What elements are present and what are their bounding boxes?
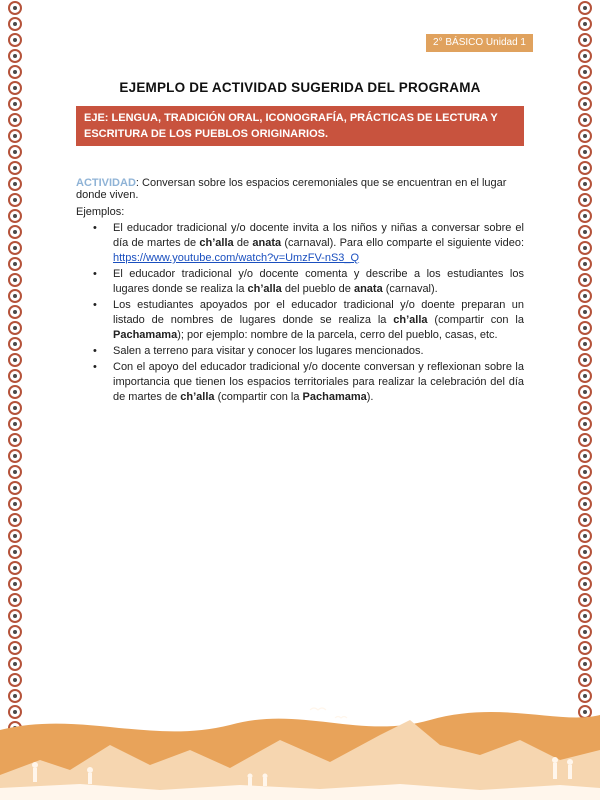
border-motif: [8, 545, 22, 559]
border-motif: [8, 289, 22, 303]
decorative-border-right: [574, 0, 596, 800]
border-motif: [578, 609, 592, 623]
border-motif: [8, 273, 22, 287]
border-motif: [578, 273, 592, 287]
border-motif: [578, 145, 592, 159]
border-motif: [8, 161, 22, 175]
bullet-icon: •: [93, 361, 97, 373]
border-motif: [578, 193, 592, 207]
activity-text: : Conversan sobre los espacios ceremoniales que se encuentran en el lugar donde viven.: [76, 177, 507, 201]
border-motif: [578, 385, 592, 399]
eje-banner: EJE: LENGUA, TRADICIÓN ORAL, ICONOGRAFÍA, PRÁCTICAS DE LECTURA Y ESCRITURA DE LOS PUEBLOS ORIGINARIOS.: [76, 106, 524, 146]
border-motif: [578, 401, 592, 415]
border-motif: [8, 225, 22, 239]
border-motif: [578, 65, 592, 79]
border-motif: [578, 241, 592, 255]
bullet-icon: •: [93, 299, 97, 311]
border-motif: [8, 81, 22, 95]
border-motif: [8, 561, 22, 575]
border-motif: [8, 401, 22, 415]
examples-heading: Ejemplos:: [76, 206, 125, 218]
border-motif: [578, 673, 592, 687]
border-motif: [8, 1, 22, 15]
activity-label: ACTIVIDAD: [76, 177, 136, 189]
border-motif: [578, 449, 592, 463]
border-motif: [8, 49, 22, 63]
border-motif: [578, 113, 592, 127]
border-motif: [578, 289, 592, 303]
border-motif: [8, 369, 22, 383]
activity-statement: [76, 177, 526, 201]
border-motif: [8, 33, 22, 47]
border-motif: [578, 81, 592, 95]
border-motif: [8, 177, 22, 191]
border-motif: [578, 465, 592, 479]
border-motif: [578, 481, 592, 495]
border-motif: [578, 1, 592, 15]
border-motif: [578, 641, 592, 655]
border-motif: [578, 177, 592, 191]
border-motif: [578, 417, 592, 431]
list-item: • El educador tradicional y/o docente invita a los niños y niñas a conversar sobre el día de martes de ch’alla de anata (carnaval). Para ello comparte el siguiente video: https://www.youtube.com/watch?v=UmzFV-nS3_Q: [93, 222, 525, 264]
border-motif: [8, 353, 22, 367]
border-motif: [8, 593, 22, 607]
list-item: • Los estudiantes apoyados por el educador tradicional y/o doente preparan un listado de nombres de lugares donde se realiza la ch’alla (compartir con la Pachamama); por ejemplo: nombre de la parcela, cerro del pueblo, casas, etc.: [93, 299, 524, 341]
list-item: • El educador tradicional y/o docente comenta y describe a los estudiantes los lugares donde se realiza la ch’alla del pueblo de anata (carnaval).: [93, 268, 524, 295]
border-motif: [8, 337, 22, 351]
border-motif: [8, 497, 22, 511]
border-motif: [578, 353, 592, 367]
bullet-icon: •: [93, 222, 97, 234]
border-motif: [8, 385, 22, 399]
border-motif: [578, 433, 592, 447]
border-motif: [8, 433, 22, 447]
border-motif: [8, 65, 22, 79]
border-motif: [8, 529, 22, 543]
border-motif: [578, 513, 592, 527]
list-item: • Con el apoyo del educador tradicional y/o docente conversan y reflexionan sobre la importancia que tienen los espacios territoriales para realizar la celebración del día de martes de ch’alla (compartir con la Pachamama).: [93, 361, 524, 403]
border-motif: [8, 481, 22, 495]
border-motif: [578, 305, 592, 319]
border-motif: [8, 257, 22, 271]
border-motif: [8, 305, 22, 319]
border-motif: [578, 209, 592, 223]
border-motif: [578, 369, 592, 383]
border-motif: [578, 625, 592, 639]
border-motif: [8, 129, 22, 143]
list-item: • Salen a terreno para visitar y conocer los lugares mencionados.: [93, 345, 424, 357]
border-motif: [578, 33, 592, 47]
unit-badge: 2° BÁSICO Unidad 1: [426, 34, 533, 52]
border-motif: [8, 17, 22, 31]
border-motif: [578, 257, 592, 271]
birds: [310, 708, 347, 718]
border-motif: [8, 465, 22, 479]
border-motif: [578, 529, 592, 543]
bullet-icon: •: [93, 345, 97, 357]
border-motif: [8, 449, 22, 463]
border-motif: [578, 657, 592, 671]
border-motif: [8, 193, 22, 207]
border-motif: [8, 625, 22, 639]
border-motif: [578, 97, 592, 111]
border-motif: [8, 321, 22, 335]
border-motif: [8, 113, 22, 127]
border-motif: [8, 513, 22, 527]
border-motif: [8, 97, 22, 111]
border-motif: [578, 49, 592, 63]
border-motif: [8, 673, 22, 687]
page-title: EJEMPLO DE ACTIVIDAD SUGERIDA DEL PROGRAMA: [119, 80, 481, 95]
border-motif: [578, 577, 592, 591]
border-motif: [578, 17, 592, 31]
border-motif: [578, 545, 592, 559]
border-motif: [8, 209, 22, 223]
andean-landscape-illustration: [0, 690, 600, 800]
border-motif: [578, 129, 592, 143]
decorative-border-left: [4, 0, 26, 800]
border-motif: [578, 497, 592, 511]
border-motif: [8, 657, 22, 671]
border-motif: [578, 321, 592, 335]
border-motif: [8, 577, 22, 591]
border-motif: [578, 337, 592, 351]
bullet-icon: •: [93, 268, 97, 280]
border-motif: [8, 417, 22, 431]
border-motif: [8, 241, 22, 255]
border-motif: [578, 225, 592, 239]
border-motif: [578, 161, 592, 175]
border-motif: [8, 641, 22, 655]
video-link[interactable]: https://www.youtube.com/watch?v=UmzFV-nS3_Q: [113, 252, 360, 264]
border-motif: [578, 561, 592, 575]
border-motif: [578, 593, 592, 607]
border-motif: [8, 145, 22, 159]
examples-list: [76, 221, 524, 406]
border-motif: [8, 609, 22, 623]
